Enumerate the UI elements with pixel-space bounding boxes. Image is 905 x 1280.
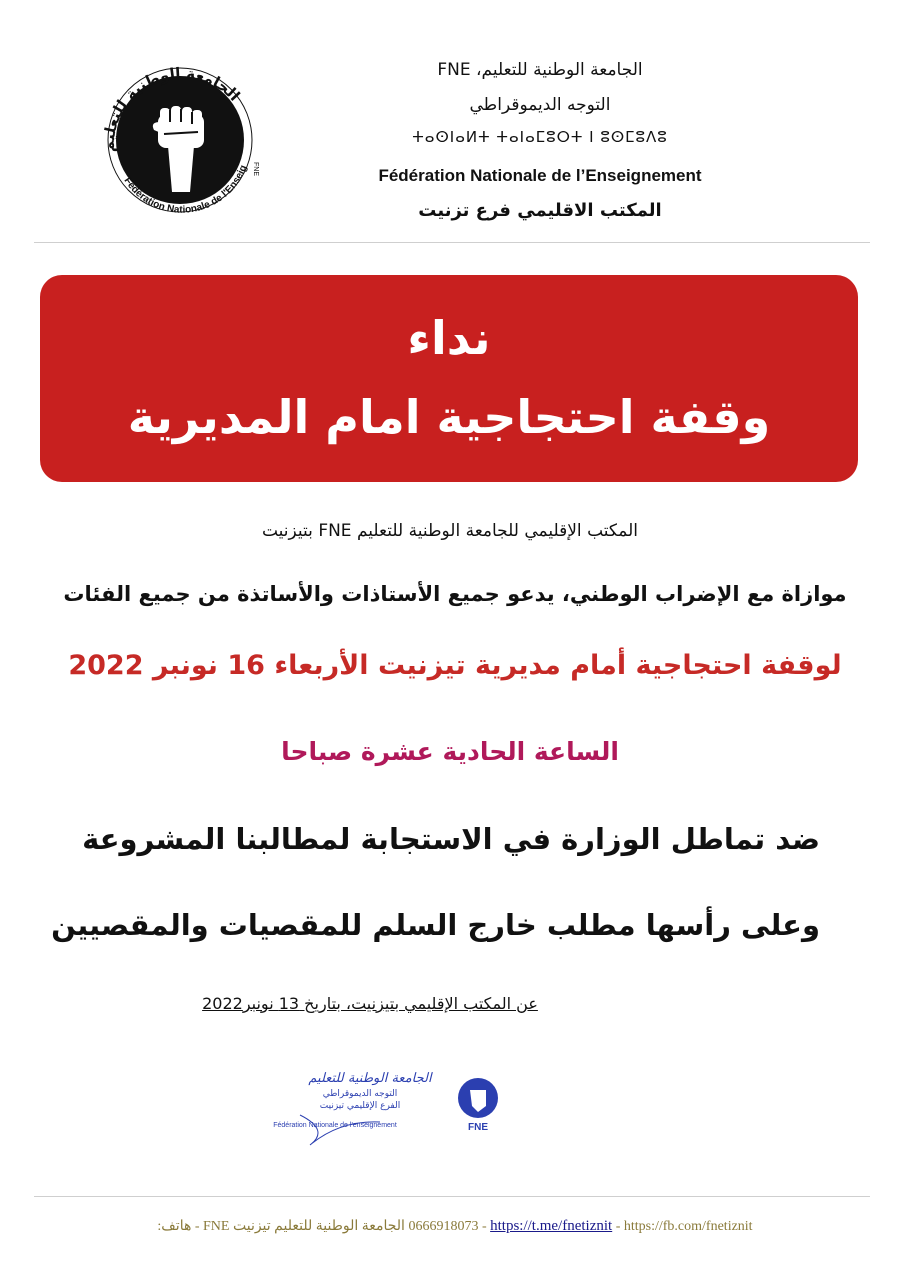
- call-text: موازاة مع الإضراب الوطني، يدعو جميع الأستاذات والأساتذة من جميع الفئات: [63, 582, 847, 606]
- stamp-line-3: الفرع الإقليمي تيزنيت: [319, 1101, 401, 1111]
- fne-logo: [84, 52, 276, 232]
- banner-subtitle: وقفة احتجاجية امام المديرية: [127, 390, 771, 444]
- intro-text: المكتب الإقليمي للجامعة الوطنية للتعليم FNE بتيزنيت: [261, 521, 639, 541]
- stamp-fist-icon: [458, 1078, 498, 1118]
- header-arabic-tendency: التوجه الديموقراطي: [469, 95, 611, 115]
- logo-ring-abbr: FNE: [252, 162, 259, 176]
- header-arabic-federation: الجامعة الوطنية للتعليم، FNE: [437, 60, 643, 80]
- telegram-link[interactable]: https://t.me/fnetiznit: [490, 1218, 613, 1234]
- logo-ring-arabic: الجامعة الوطنية للتعليم: [99, 64, 244, 153]
- reason-line-2: وعلى رأسها مطلب خارج السلم للمقصيات والمقصيين: [51, 908, 820, 942]
- footer-phone: 0666918073 الجامعة الوطنية للتعليم تيزنيت FNE - هاتف:: [157, 1219, 479, 1234]
- header-arabic-branch: المكتب الاقليمي فرع تزنيت: [418, 200, 662, 221]
- stamp-line-1: الجامعة الوطنية للتعليم: [308, 1071, 432, 1086]
- time-text: الساعة الحادية عشرة صباحا: [281, 737, 619, 766]
- stamp-french: Fédération Nationale de l'enseignement: [273, 1122, 397, 1129]
- footer: [60, 1218, 850, 1235]
- signature-line: عن المكتب الإقليمي بتيزنيت، بتاريخ 13 نونبر2022: [202, 994, 538, 1013]
- header-tifinagh: ⵜⴰⵙⵏⴰⵍⵜ ⵜⴰⵏⴰⵎⵓⵔⵜ ⵏ ⵓⵙⵎⵓⴷⵓ: [412, 128, 668, 146]
- call-banner: [40, 275, 858, 482]
- stamp-abbr: FNE: [468, 1122, 488, 1133]
- header-divider: [34, 242, 870, 243]
- footer-divider: [34, 1196, 870, 1197]
- header-french-federation: Fédération Nationale de l’Enseignement: [378, 166, 702, 185]
- facebook-link[interactable]: https://fb.com/fnetiznit: [623, 1219, 753, 1234]
- footer-sep-2: -: [615, 1219, 621, 1234]
- stamp-line-2: التوجه الديموقراطي: [322, 1089, 398, 1099]
- event-text: لوقفة احتجاجية أمام مديرية تيزنيت الأربعاء 16 نونبر 2022: [68, 650, 842, 681]
- official-stamp: [240, 1060, 500, 1155]
- logo-ring-french: Fédération Nationale de l'Enseig: [121, 163, 250, 216]
- banner-title: نداء: [407, 311, 491, 365]
- signature-scribble: [300, 1115, 380, 1145]
- reason-line-1: ضد تماطل الوزارة في الاستجابة لمطالبنا المشروعة: [82, 822, 820, 856]
- footer-sep-1: -: [481, 1219, 487, 1234]
